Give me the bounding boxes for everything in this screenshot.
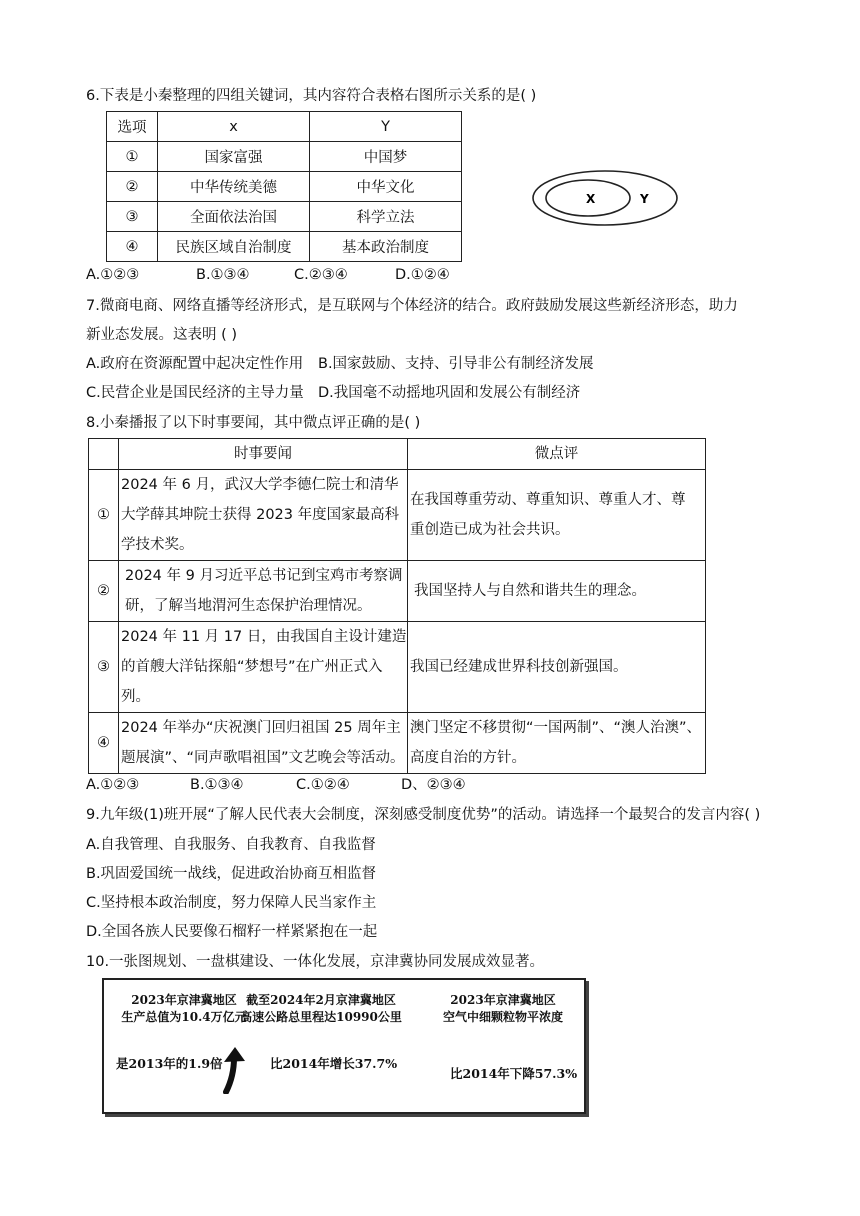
comment-text: 澳门坚定不移贯彻“一国两制”、“澳人治澳”、 bbox=[410, 720, 702, 736]
table-header-cell: x bbox=[158, 112, 310, 142]
q9-option-b: B.巩固爱国统一战线，促进政治协商互相监督 bbox=[86, 866, 377, 882]
news-text: 列。 bbox=[121, 689, 150, 705]
news-text: 题展演”、“同声歌唱祖国”文艺晚会等活动。 bbox=[121, 750, 405, 766]
q9-option-d: D.全国各族人民要像石榴籽一样紧紧抱在一起 bbox=[86, 924, 378, 940]
option-d: D、②③④ bbox=[401, 777, 466, 793]
table-cell: ① bbox=[89, 470, 119, 561]
table-cell bbox=[119, 470, 408, 561]
table-row bbox=[89, 713, 706, 774]
option-b: B.①③④ bbox=[190, 777, 244, 793]
q8-table bbox=[88, 438, 706, 774]
table-cell: 科学立法 bbox=[310, 202, 462, 232]
info-value-air: 比2014年下降57.3% bbox=[450, 1066, 578, 1081]
table-row bbox=[107, 202, 462, 232]
table-cell: 中华传统美德 bbox=[158, 172, 310, 202]
q7-stem-line2: 新业态发展。这表明 ( ) bbox=[86, 327, 238, 343]
table-cell: ④ bbox=[89, 713, 119, 774]
table-cell: 我国已经建成世界科技创新强国。 bbox=[408, 622, 706, 713]
table-row bbox=[89, 470, 706, 561]
table-cell: 全面依法治国 bbox=[158, 202, 310, 232]
comment-text: 在我国尊重劳动、尊重知识、尊重人才、尊 bbox=[410, 492, 686, 508]
news-text: 研，了解当地渭河生态保护治理情况。 bbox=[125, 598, 372, 614]
info-value-highway: 比2014年增长37.7% bbox=[270, 1056, 398, 1071]
venn-diagram bbox=[530, 168, 680, 228]
news-text: 学技术奖。 bbox=[121, 537, 194, 553]
table-row bbox=[107, 232, 462, 262]
table-row bbox=[89, 622, 706, 713]
table-cell: ② bbox=[107, 172, 158, 202]
table-header-cell: 微点评 bbox=[408, 439, 706, 470]
q7-options-row1 bbox=[86, 354, 594, 374]
info-heading: 2023年京津冀地区 bbox=[131, 993, 237, 1007]
news-text: 2024 年 9 月习近平总书记到宝鸡市考察调 bbox=[125, 568, 403, 584]
info-heading: 生产总值为10.4万亿元 bbox=[121, 1010, 247, 1024]
q6-stem: 6.下表是小秦整理的四组关键词，其内容符合表格右图所示关系的是( ) bbox=[86, 88, 537, 104]
q9-stem: 9.九年级(1)班开展“了解人民代表大会制度，深刻感受制度优势”的活动。请选择一个最契合的发言内容( ) bbox=[86, 807, 761, 823]
table-cell bbox=[119, 561, 408, 622]
option-a: A.①②③ bbox=[86, 267, 140, 283]
q10-infographic bbox=[102, 978, 586, 1114]
table-cell: ① bbox=[107, 142, 158, 172]
option-d: D.我国毫不动摇地巩固和发展公有制经济 bbox=[318, 385, 581, 401]
table-cell: ② bbox=[89, 561, 119, 622]
option-a: A.①②③ bbox=[86, 777, 140, 793]
option-c: C.②③④ bbox=[294, 267, 348, 283]
comment-text: 重创造已成为社会共识。 bbox=[410, 522, 570, 538]
table-header-cell: 选项 bbox=[107, 112, 158, 142]
table-cell bbox=[408, 713, 706, 774]
table-cell: ③ bbox=[107, 202, 158, 232]
venn-y-label: Y bbox=[640, 192, 649, 206]
venn-outer-ellipse bbox=[533, 171, 677, 225]
table-cell: 我国坚持人与自然和谐共生的理念。 bbox=[408, 561, 706, 622]
news-text: 2024 年 6 月，武汉大学李德仁院士和清华 bbox=[121, 477, 399, 493]
info-value-gdp: 是2013年的1.9倍 bbox=[116, 1056, 223, 1071]
q7-stem-line1: 7.微商电商、网络直播等经济形式，是互联网与个体经济的结合。政府鼓励发展这些新经济形态，助力 bbox=[86, 298, 738, 314]
table-cell: ④ bbox=[107, 232, 158, 262]
news-text: 2024 年举办“庆祝澳门回归祖国 25 周年主 bbox=[121, 720, 401, 736]
table-header-cell bbox=[89, 439, 119, 470]
option-b: B.①③④ bbox=[196, 267, 250, 283]
news-text: 大学薛其坤院士获得 2023 年度国家最高科 bbox=[121, 507, 400, 523]
table-cell bbox=[119, 713, 408, 774]
growth-arrow-icon bbox=[222, 1046, 248, 1094]
q8-options bbox=[86, 775, 466, 795]
table-cell: 中华文化 bbox=[310, 172, 462, 202]
option-b: B.国家鼓励、支持、引导非公有制经济发展 bbox=[318, 356, 594, 372]
news-text: 的首艘大洋钻探船“梦想号”在广州正式入 bbox=[121, 659, 383, 675]
table-cell bbox=[408, 470, 706, 561]
q9-option-a: A.自我管理、自我服务、自我教育、自我监督 bbox=[86, 837, 376, 853]
q7-options-row2 bbox=[86, 383, 580, 403]
option-a: A.政府在资源配置中起决定性作用 bbox=[86, 356, 304, 372]
q8-stem: 8.小秦播报了以下时事要闻，其中微点评正确的是( ) bbox=[86, 415, 421, 431]
table-header-cell: Y bbox=[310, 112, 462, 142]
option-c: C.民营企业是国民经济的主导力量 bbox=[86, 385, 304, 401]
info-heading: 2023年京津冀地区 bbox=[450, 993, 556, 1007]
q9-option-c: C.坚持根本政治制度，努力保障人民当家作主 bbox=[86, 895, 377, 911]
table-row bbox=[89, 561, 706, 622]
q10-stem: 10.一张图规划、一盘棋建设、一体化发展，京津冀协同发展成效显著。 bbox=[86, 954, 545, 970]
option-c: C.①②④ bbox=[296, 777, 350, 793]
table-cell: 基本政治制度 bbox=[310, 232, 462, 262]
table-cell bbox=[119, 622, 408, 713]
table-cell: 国家富强 bbox=[158, 142, 310, 172]
option-d: D.①②④ bbox=[395, 267, 450, 283]
info-heading: 空气中细颗粒物平浓度 bbox=[442, 1010, 563, 1024]
table-row bbox=[107, 142, 462, 172]
q6-options bbox=[86, 265, 450, 285]
info-heading: 截至2024年2月京津冀地区 bbox=[246, 993, 396, 1007]
q6-table bbox=[106, 111, 462, 262]
venn-x-label: X bbox=[586, 192, 596, 206]
info-col-highway bbox=[226, 992, 416, 1026]
table-cell: ③ bbox=[89, 622, 119, 713]
news-text: 2024 年 11 月 17 日，由我国自主设计建造 bbox=[121, 629, 407, 645]
table-cell: 民族区域自治制度 bbox=[158, 232, 310, 262]
table-header-row bbox=[89, 439, 706, 470]
info-col-air bbox=[422, 992, 584, 1026]
comment-text: 高度自治的方针。 bbox=[410, 750, 526, 766]
info-heading: 高速公路总里程达10990公里 bbox=[240, 1010, 402, 1024]
table-header-row bbox=[107, 112, 462, 142]
table-header-cell: 时事要闻 bbox=[119, 439, 408, 470]
table-cell: 中国梦 bbox=[310, 142, 462, 172]
table-row bbox=[107, 172, 462, 202]
